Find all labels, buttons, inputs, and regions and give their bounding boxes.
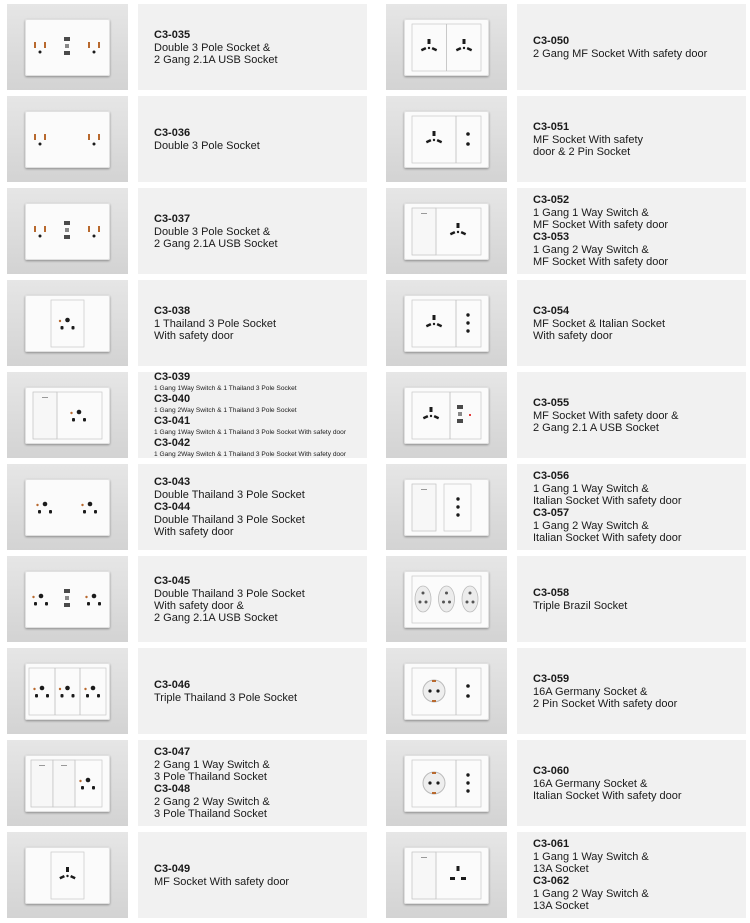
product-info (517, 4, 746, 90)
product-code: C3-054 (533, 304, 570, 317)
product-image (7, 188, 128, 274)
product-code: C3-044 (154, 501, 191, 513)
product-code: C3-055 (533, 396, 570, 409)
double-thailand-socket-plate-icon (25, 479, 110, 536)
product-card (7, 96, 367, 182)
product-code: C3-039 (154, 371, 191, 383)
product-code: C3-053 (533, 231, 570, 243)
switch-thailand-socket-plate (25, 387, 110, 444)
product-description: MF Socket & Italian Socket With safety door (533, 317, 666, 342)
product-code: C3-036 (154, 126, 191, 139)
product-description: MF Socket With safety door & 2 Pin Socket (533, 133, 644, 158)
product-info (517, 464, 746, 550)
double-3-pole-usb-socket-plate (25, 203, 110, 260)
mf-italian-socket-plate-icon (404, 295, 489, 352)
product-code: C3-048 (154, 783, 191, 795)
product-info (138, 96, 367, 182)
product-code: C3-060 (533, 764, 570, 777)
product-code: C3-037 (154, 212, 191, 225)
product-description: 1 Gang 1 Way Switch & Italian Socket With safety door (533, 483, 682, 507)
product-code: C3-051 (533, 120, 570, 133)
switch-mf-socket-plate-icon (404, 203, 489, 260)
product-image (386, 96, 507, 182)
product-description: Double Thailand 3 Pole Socket With safety door (154, 514, 305, 538)
product-info (517, 372, 746, 458)
product-info (138, 188, 367, 274)
product-description: Double 3 Pole Socket & 2 Gang 2.1A USB Socket (154, 225, 278, 250)
product-image (7, 556, 128, 642)
product-image (7, 96, 128, 182)
double-3-pole-socket-plate (25, 111, 110, 168)
germany-2-pin-socket-plate-icon (404, 663, 489, 720)
product-description: 1 Gang 2Way Switch & 1 Thailand 3 Pole Socket (154, 407, 297, 414)
product-card (7, 4, 367, 90)
product-info (138, 648, 367, 734)
mf-socket-2-pin-socket-plate-icon (404, 111, 489, 168)
mf-socket-2-pin-socket-plate (404, 111, 489, 168)
switch-italian-socket-plate-icon (404, 479, 489, 536)
product-info (517, 556, 746, 642)
product-card (386, 280, 746, 366)
switch-13a-socket-plate (404, 847, 489, 904)
product-info (517, 832, 746, 918)
product-card (386, 832, 746, 918)
product-info (138, 372, 367, 458)
product-description: MF Socket With safety door (154, 875, 290, 888)
product-card (386, 96, 746, 182)
product-image (7, 740, 128, 826)
product-image (386, 556, 507, 642)
germany-italian-socket-plate (404, 755, 489, 812)
product-card (386, 556, 746, 642)
product-image (386, 832, 507, 918)
double-3-pole-usb-socket-plate (25, 19, 110, 76)
product-image (386, 188, 507, 274)
product-image (7, 280, 128, 366)
product-code: C3-041 (154, 415, 191, 427)
double-3-pole-usb-socket-plate-icon (25, 19, 110, 76)
product-card (386, 372, 746, 458)
product-image (386, 372, 507, 458)
triple-brazil-socket-plate (404, 571, 489, 628)
product-description: 2 Gang 2 Way Switch & 3 Pole Thailand Socket (154, 796, 270, 820)
product-card (386, 648, 746, 734)
product-card (7, 740, 367, 826)
product-info (517, 740, 746, 826)
triple-brazil-socket-plate-icon (404, 571, 489, 628)
product-card (386, 464, 746, 550)
product-description: 1 Gang 1 Way Switch & MF Socket With safety door (533, 207, 669, 231)
mf-socket-plate-icon (25, 847, 110, 904)
product-image (7, 464, 128, 550)
product-info (138, 280, 367, 366)
switch-mf-socket-plate (404, 203, 489, 260)
product-info (517, 280, 746, 366)
product-info (517, 96, 746, 182)
product-description: Double 3 Pole Socket (154, 139, 260, 152)
product-code: C3-057 (533, 507, 570, 519)
mf-usb-socket-plate-icon (404, 387, 489, 444)
double-thailand-socket-plate (25, 479, 110, 536)
product-info (138, 740, 367, 826)
2-switch-thailand-socket-plate-icon (25, 755, 110, 812)
product-code: C3-052 (533, 194, 570, 206)
product-description: 1 Gang 2 Way Switch & MF Socket With safety door (533, 244, 669, 268)
switch-13a-socket-plate-icon (404, 847, 489, 904)
switch-italian-socket-plate (404, 479, 489, 536)
2-switch-thailand-socket-plate (25, 755, 110, 812)
2-gang-mf-socket-plate (404, 19, 489, 76)
product-description: 1 Gang 2Way Switch & 1 Thailand 3 Pole Socket With safety door (154, 451, 347, 458)
product-code: C3-050 (533, 34, 570, 47)
triple-thailand-socket-plate (25, 663, 110, 720)
product-info (138, 4, 367, 90)
product-description: Triple Thailand 3 Pole Socket (154, 691, 298, 704)
thailand-3-pole-socket-plate-icon (25, 295, 110, 352)
product-code: C3-038 (154, 304, 191, 317)
product-code: C3-047 (154, 746, 191, 758)
product-code: C3-056 (533, 470, 570, 482)
mf-italian-socket-plate (404, 295, 489, 352)
product-description: MF Socket With safety door & 2 Gang 2.1 A USB Socket (533, 409, 679, 434)
product-description: Double Thailand 3 Pole Socket With safety door & 2 Gang 2.1A USB Socket (154, 587, 305, 624)
product-code: C3-045 (154, 574, 191, 587)
product-description: 16A Germany Socket & Italian Socket With safety door (533, 777, 682, 802)
product-image (386, 4, 507, 90)
product-code: C3-058 (533, 586, 570, 599)
product-info (517, 188, 746, 274)
product-image (7, 372, 128, 458)
double-3-pole-usb-socket-plate-icon (25, 203, 110, 260)
product-code: C3-061 (533, 838, 570, 850)
product-image (386, 280, 507, 366)
product-image (386, 740, 507, 826)
product-description: 1 Gang 2 Way Switch & Italian Socket With safety door (533, 520, 682, 544)
product-info (517, 648, 746, 734)
double-thailand-usb-socket-plate (25, 571, 110, 628)
product-description: Double 3 Pole Socket & 2 Gang 2.1A USB Socket (154, 41, 278, 66)
product-code: C3-042 (154, 437, 191, 449)
product-description: Triple Brazil Socket (533, 599, 628, 612)
double-3-pole-socket-plate-icon (25, 111, 110, 168)
2-gang-mf-socket-plate-icon (404, 19, 489, 76)
product-card (7, 280, 367, 366)
product-description: Double Thailand 3 Pole Socket (154, 489, 305, 501)
product-card (386, 4, 746, 90)
product-image (386, 648, 507, 734)
product-card (386, 740, 746, 826)
product-card (7, 464, 367, 550)
product-code: C3-035 (154, 28, 191, 41)
product-description: 1 Gang 1 Way Switch & 13A Socket (533, 851, 649, 875)
switch-thailand-socket-plate-icon (25, 387, 110, 444)
germany-2-pin-socket-plate (404, 663, 489, 720)
product-description: 16A Germany Socket & 2 Pin Socket With safety door (533, 685, 678, 710)
product-info (138, 556, 367, 642)
product-image (7, 4, 128, 90)
product-card (7, 648, 367, 734)
germany-italian-socket-plate-icon (404, 755, 489, 812)
product-card (7, 556, 367, 642)
product-code: C3-040 (154, 393, 191, 405)
product-code: C3-062 (533, 875, 570, 887)
product-description: 1 Gang 2 Way Switch & 13A Socket (533, 888, 649, 912)
triple-thailand-socket-plate-icon (25, 663, 110, 720)
product-code: C3-049 (154, 862, 191, 875)
product-description: 1 Gang 1Way Switch & 1 Thailand 3 Pole Socket With safety door (154, 429, 347, 436)
product-image (7, 832, 128, 918)
product-description: 1 Gang 1Way Switch & 1 Thailand 3 Pole Socket (154, 385, 297, 392)
product-description: 2 Gang 1 Way Switch & 3 Pole Thailand Socket (154, 759, 270, 783)
mf-usb-socket-plate (404, 387, 489, 444)
product-code: C3-043 (154, 476, 191, 488)
double-thailand-usb-socket-plate-icon (25, 571, 110, 628)
product-info (138, 464, 367, 550)
product-card (7, 188, 367, 274)
product-card (386, 188, 746, 274)
product-image (7, 648, 128, 734)
product-code: C3-046 (154, 678, 191, 691)
product-image (386, 464, 507, 550)
product-card (7, 372, 367, 458)
product-info (138, 832, 367, 918)
product-code: C3-059 (533, 672, 570, 685)
thailand-3-pole-socket-plate (25, 295, 110, 352)
product-description: 2 Gang MF Socket With safety door (533, 47, 708, 60)
mf-socket-plate (25, 847, 110, 904)
product-description: 1 Thailand 3 Pole Socket With safety door (154, 317, 277, 342)
product-card (7, 832, 367, 918)
